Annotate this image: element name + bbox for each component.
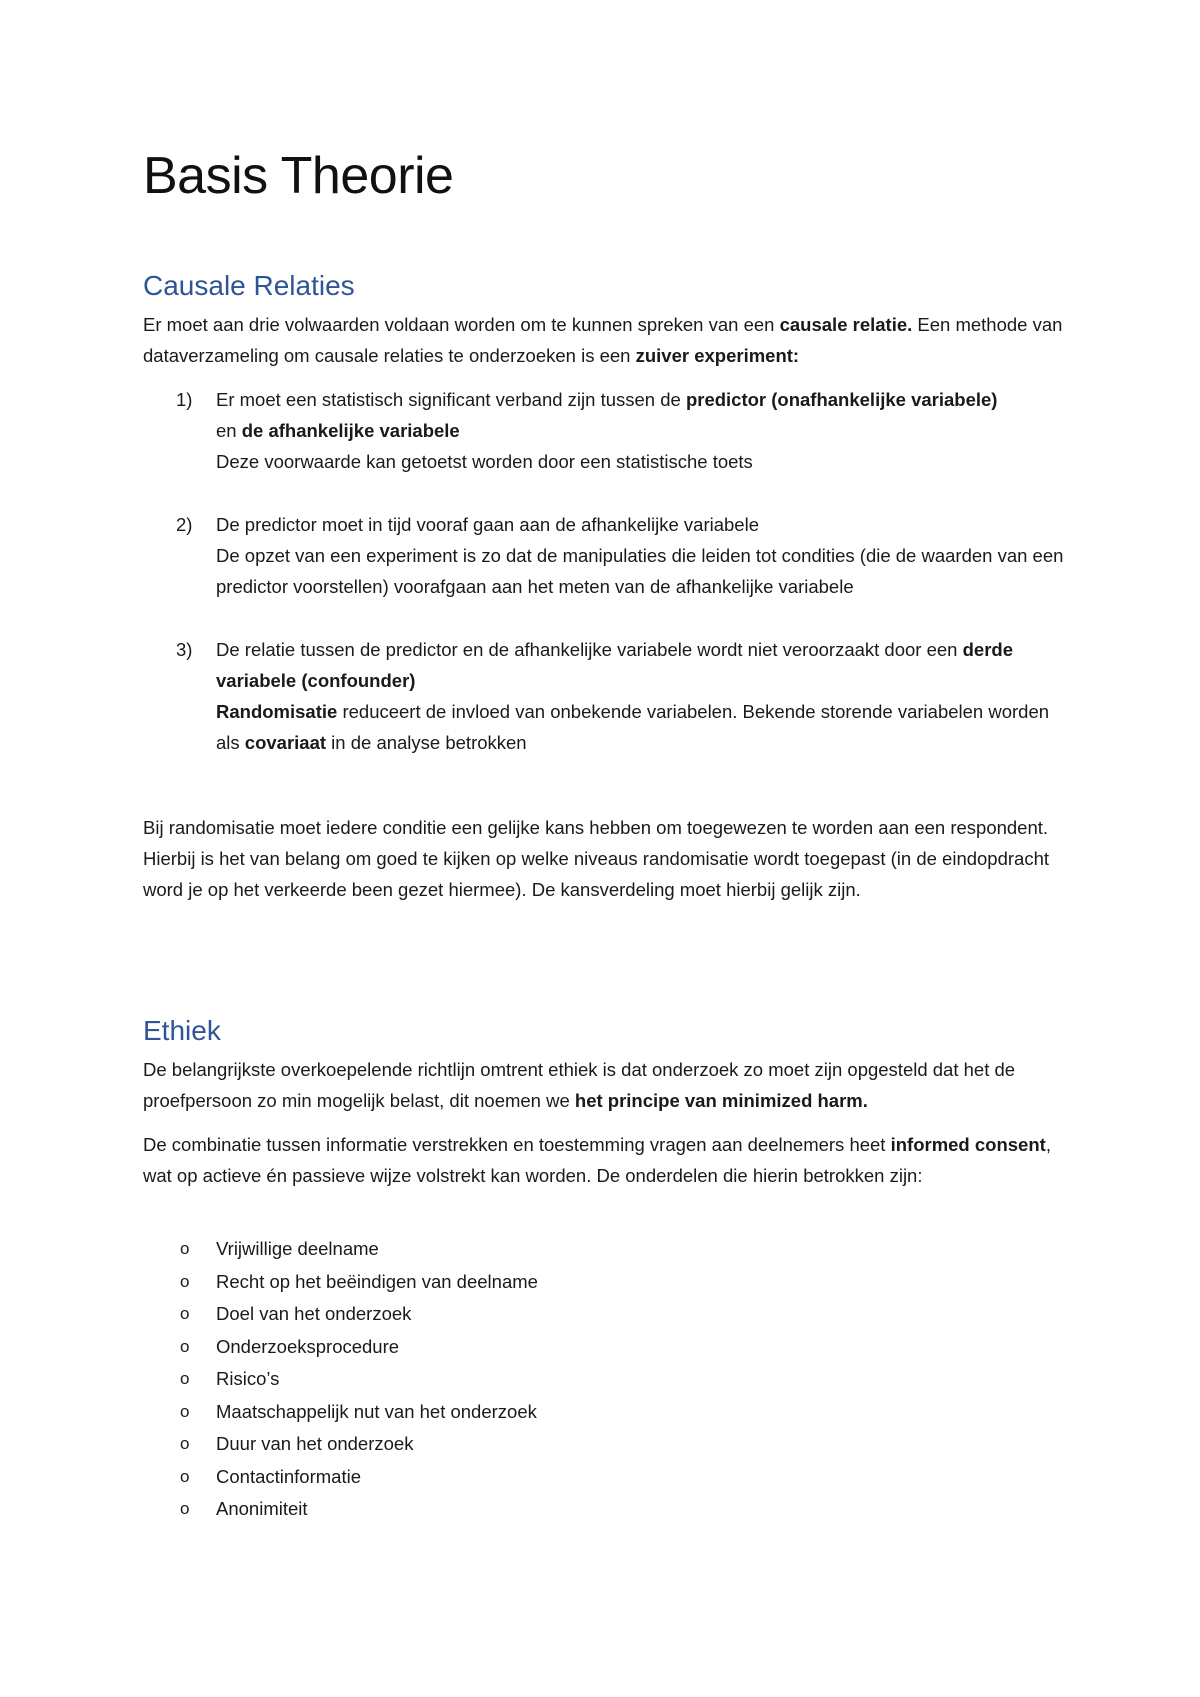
informed-consent-paragraph: De combinatie tussen informatie verstrekken en toestemming vragen aan deelnemers heet informed consent, wat op actieve én passieve wijze volstrekt kan worden. De onderdelen die hierin betrokken zijn: [143, 1134, 1051, 1186]
bullet-marker: o [180, 1401, 190, 1421]
list-item-text: Recht op het beëindigen van deelname [216, 1270, 538, 1292]
section-heading-ethiek: Ethiek [143, 1015, 221, 1046]
randomisation-paragraph: Bij randomisatie moet iedere conditie een gelijke kans hebben om toegewezen te worden aan een respondent. Hierbij is het van belang om goed te kijken op welke niveaus randomisatie wordt toegepast (in de eindopdracht word je op het verkeerde been gezet hiermee). De kansverdeling moet hierbij gelijk zijn. [143, 817, 1050, 900]
list-item [143, 1396, 1073, 1429]
bullet-marker: o [180, 1466, 190, 1486]
list-item-text: Vrijwillige deelname [216, 1238, 379, 1259]
list-item [143, 1233, 1073, 1266]
list-item [143, 1266, 1073, 1299]
bullet-marker: o [180, 1336, 190, 1356]
list-item-text: Maatschappelijk nut van het onderzoek [216, 1400, 537, 1422]
list-item: 1) Er moet een statistisch significant verband zijn tussen de predictor (onafhankelijke variabele) en de afhankelijke variabele Deze voorwaarde kan getoetst worden door een statistische toets [143, 384, 1073, 477]
section-ethiek [143, 1017, 1073, 1045]
section-heading-causale-relaties: Causale Relaties [143, 270, 355, 301]
list-item-text: Risico’s [216, 1368, 280, 1389]
bullet-marker: o [180, 1369, 190, 1388]
conditions-list [143, 384, 1073, 758]
list-item [143, 1298, 1073, 1331]
ethics-paragraph: De belangrijkste overkoepelende richtlijn omtrent ethiek is dat onderzoek zo moet zijn opgesteld dat het de proefpersoon zo min mogelijk belast, dit noemen we het principe van minimized harm. [143, 1059, 1016, 1111]
list-item-text: Duur van het onderzoek [216, 1433, 414, 1454]
bullet-marker: o [180, 1304, 190, 1323]
list-item: 2) De predictor moet in tijd vooraf gaan aan de afhankelijke variabele De opzet van een experiment is zo dat de manipulaties die leiden tot condities (die de waarden van een predictor voorstellen) voorafgaan aan het meten van de afhankelijke variabele [143, 509, 1073, 602]
list-item [143, 1493, 1073, 1526]
intro-paragraph: Er moet aan drie volwaarden voldaan worden om te kunnen spreken van een causale relatie. Een methode van dataverzameling om causale relaties te onderzoeken is een zuiver experiment: [143, 314, 1063, 366]
list-item: 3) De relatie tussen de predictor en de afhankelijke variabele wordt niet veroorzaakt door een derde variabele (confounder) Randomisatie reduceert de invloed van onbekende variabelen. Bekende storende variabelen worden als covariaat in de analyse betrokken [143, 634, 1073, 758]
list-item [143, 1331, 1073, 1364]
list-number: 1) [176, 389, 193, 410]
list-item-text: Contactinformatie [216, 1465, 361, 1487]
bullet-marker: o [180, 1434, 190, 1453]
list-item-text: Doel van het onderzoek [216, 1303, 412, 1324]
list-number: 2) [176, 514, 193, 535]
list-number: 3) [176, 639, 193, 660]
list-item [143, 1461, 1073, 1494]
consent-components-list [143, 1233, 1073, 1526]
list-item-text: Anonimiteit [216, 1498, 308, 1519]
document-title: Basis Theorie [143, 147, 454, 205]
list-item [143, 1428, 1073, 1461]
bullet-marker: o [180, 1271, 190, 1291]
section-causale-relaties [143, 272, 1073, 300]
list-item-text: Onderzoeksprocedure [216, 1335, 400, 1357]
bullet-marker: o [180, 1239, 190, 1258]
list-item [143, 1363, 1073, 1396]
bullet-marker: o [180, 1499, 190, 1518]
